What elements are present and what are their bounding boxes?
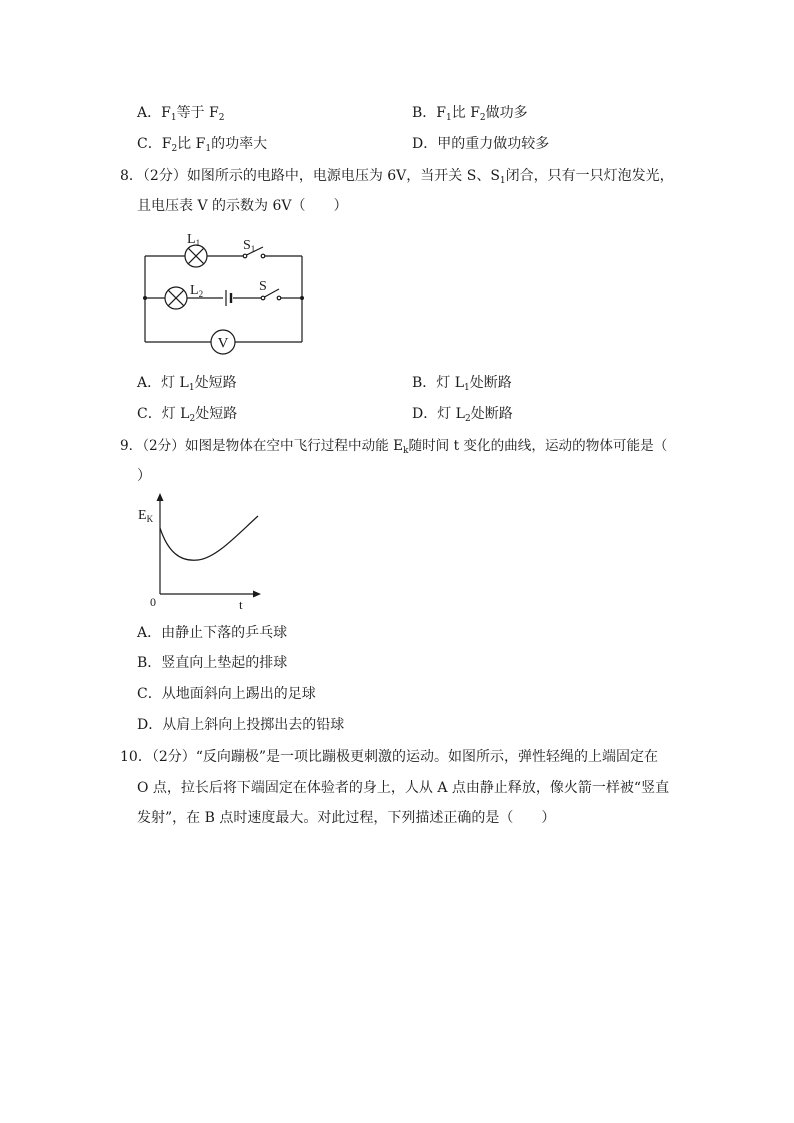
q9-option-c: C．从地面斜向上踢出的足球 [137, 686, 316, 702]
q8-option-b: B．灯 $L_1$处断路 [412, 375, 512, 393]
battery-symbol [226, 290, 231, 306]
q8-circuit-diagram [130, 225, 320, 360]
q9-stem-line1: 9．（2分）如图是物体在空中飞行过程中动能 $E_k$随时间 t 变化的曲线，运动的物体可能是（ [120, 438, 668, 456]
lamp-l2-label: $L_2$ [190, 283, 204, 299]
q8-option-d: D．灯 $L_2$处断路 [412, 406, 513, 424]
y-axis-label: $E_K$ [138, 508, 154, 524]
lamp-l1-label: $L_1$ [187, 232, 201, 248]
q9-option-a: A．由静止下落的乒乓球 [137, 625, 288, 641]
lamp-l1-symbol [185, 245, 207, 267]
junction-dot-left [143, 296, 147, 300]
q10-stem-line1: 10．（2分）“反向蹦极”是一项比蹦极更刺激的运动。如图所示，弹性轻绳的上端固定在 [120, 749, 659, 765]
y-axis-arrow-icon [157, 493, 164, 501]
q9-option-b: B．竖直向上垫起的排球 [137, 655, 288, 671]
q9-ek-time-graph [130, 490, 270, 615]
origin-label: 0 [150, 595, 156, 609]
voltmeter-symbol [211, 330, 235, 354]
q8-option-c: C．灯 $L_2$处短路 [137, 406, 238, 424]
switch-s-label: S [259, 279, 267, 294]
q8-stem-line2: 且电压表 V 的示数为 6V（ ） [137, 198, 348, 214]
lamp-l2-symbol [165, 287, 187, 309]
junction-dot-right [300, 296, 304, 300]
q7-option-b: B．$F_1$比 $F_2$做功多 [412, 105, 528, 123]
q9-stem-line2: ） [137, 468, 151, 484]
x-axis-arrow-icon [253, 591, 261, 598]
x-axis-label: t [239, 597, 243, 612]
q9-option-d: D．从肩上斜向上投掷出去的铅球 [137, 717, 345, 733]
q7-option-d: D．甲的重力做功较多 [412, 136, 550, 152]
voltmeter-label: V [217, 335, 229, 352]
q10-stem-line3: 发射”，在 B 点时速度最大。对此过程，下列描述正确的是（ ） [137, 810, 556, 826]
q8-option-a: A．灯 $L_1$处短路 [137, 375, 237, 393]
ek-curve [160, 516, 258, 560]
q8-stem-line1: 8．（2分）如图所示的电路中，电源电压为 6V，当开关 S、$S_1$闭合，只有一只灯泡发光， [120, 168, 674, 186]
switch-s1-label: $S_1$ [243, 238, 256, 254]
q10-stem-line2: O 点，拉长后将下端固定在体验者的身上，人从 A 点由静止释放，像火箭一样被“竖直 [137, 780, 670, 796]
q7-option-c: C．$F_2$比 $F_1$的功率大 [137, 136, 268, 154]
q7-option-a: A．$F_1$等于 $F_2$ [137, 105, 225, 123]
